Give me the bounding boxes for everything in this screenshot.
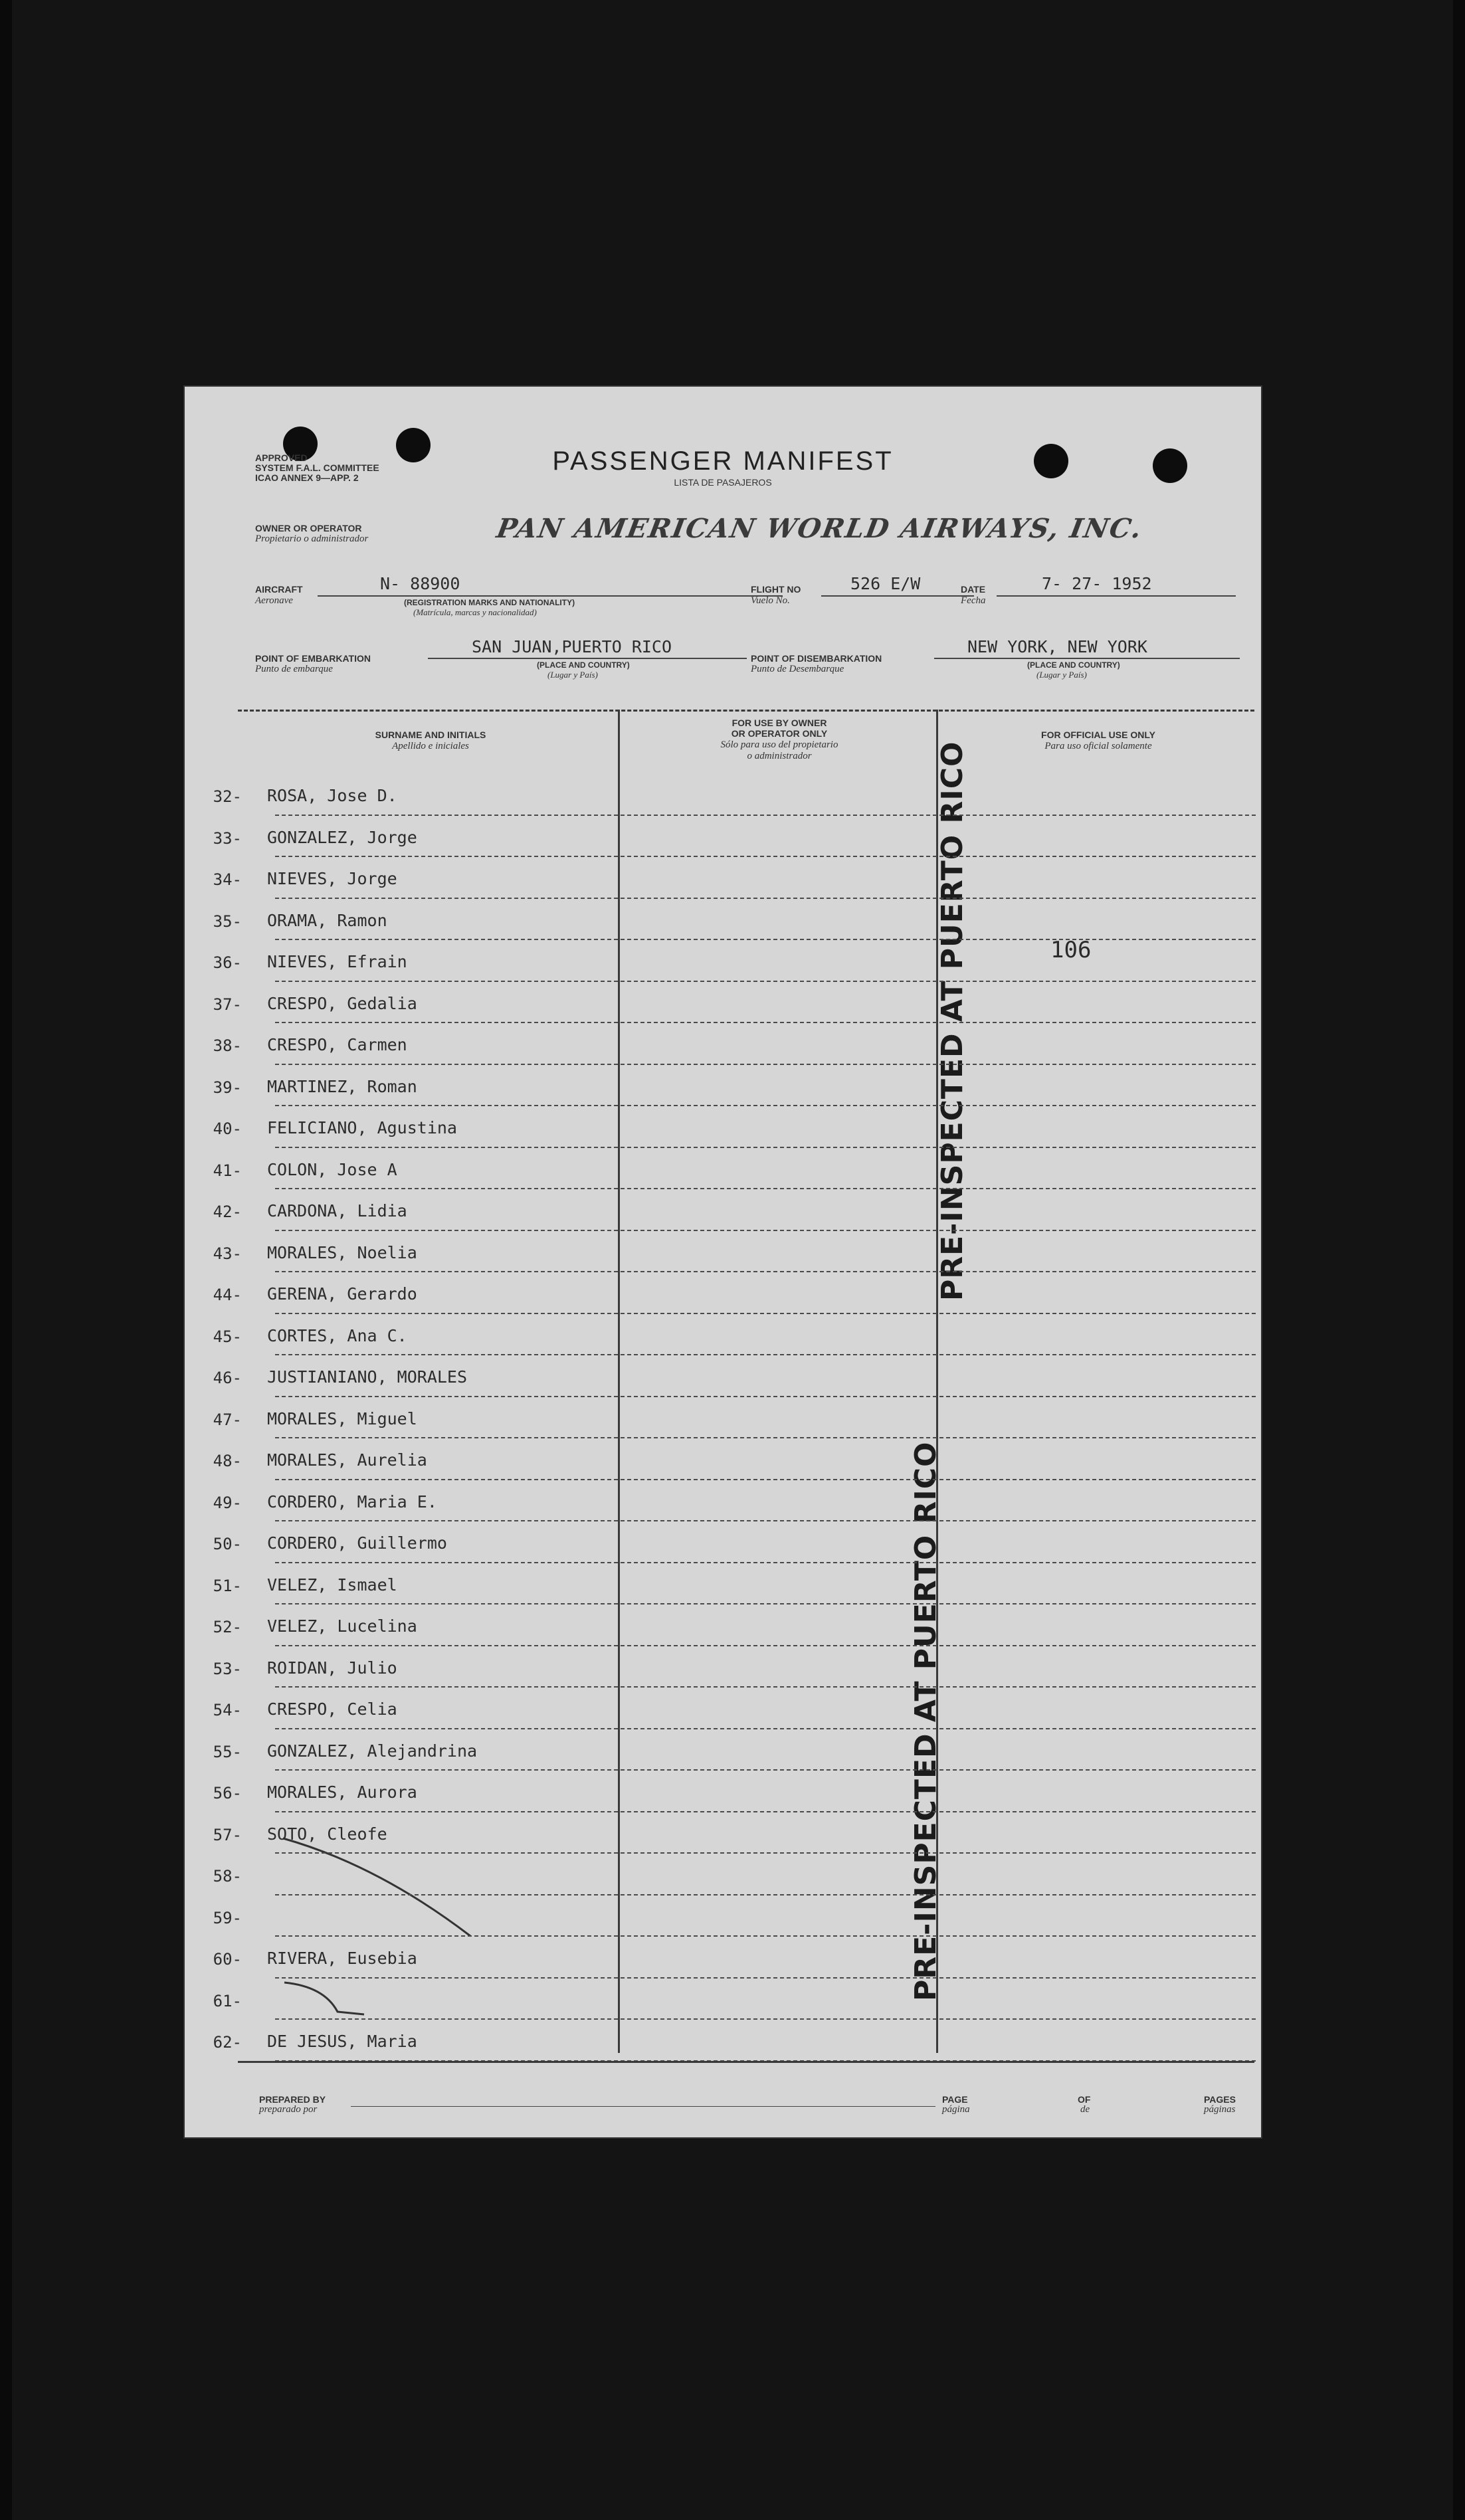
row-number: 47- — [213, 1410, 242, 1429]
passenger-name: CRESPO, Carmen — [267, 1035, 407, 1054]
row-number: 59- — [213, 1908, 242, 1927]
official-note: 106 — [1050, 937, 1092, 963]
row-divider — [275, 1188, 1256, 1189]
row-number: 56- — [213, 1784, 242, 1802]
aircraft-value: N- 88900 — [380, 574, 460, 593]
aircraft-underline — [318, 595, 783, 597]
passenger-name: RIVERA, Eusebia — [267, 1949, 417, 1968]
row-number: 32- — [213, 787, 242, 806]
row-number: 53- — [213, 1659, 242, 1678]
aircraft-label-es: Aeronave — [255, 595, 293, 606]
disembarkation-label-es: Punto de Desembarque — [751, 664, 844, 674]
row-divider — [275, 898, 1256, 899]
passenger-name: GERENA, Gerardo — [267, 1284, 417, 1304]
row-number: 33- — [213, 828, 242, 848]
row-divider — [275, 2018, 1256, 2020]
flight-label-es: Vuelo No. — [751, 595, 790, 606]
embarkation-underline — [428, 658, 747, 659]
disembarkation-note-es: (Lugar y País) — [1036, 670, 1087, 680]
row-divider — [275, 1230, 1256, 1231]
row-divider — [275, 1313, 1256, 1314]
company-name: PAN AMERICAN WORLD AIRWAYS, INC. — [494, 513, 1145, 544]
passenger-name: NIEVES, Efrain — [267, 952, 407, 971]
prepared-by-label: PREPARED BY — [259, 2094, 326, 2105]
pages-label-es: páginas — [1204, 2104, 1236, 2115]
column-divider-1 — [618, 710, 620, 2053]
passenger-name: ROSA, Jose D. — [267, 786, 397, 805]
row-divider — [275, 1769, 1256, 1771]
manifest-sheet — [185, 387, 1261, 2137]
embarkation-value: SAN JUAN,PUERTO RICO — [472, 637, 672, 656]
passenger-name: ROIDAN, Julio — [267, 1658, 397, 1678]
passenger-name: MORALES, Miguel — [267, 1408, 417, 1428]
row-divider — [275, 815, 1256, 816]
passenger-name: GONZALEZ, Alejandrina — [267, 1741, 478, 1761]
row-number: 61- — [213, 1991, 242, 2010]
row-number: 45- — [213, 1327, 242, 1346]
passenger-name: VELEZ, Lucelina — [267, 1616, 417, 1636]
row-number: 36- — [213, 953, 242, 972]
prepared-by-underline — [351, 2106, 935, 2107]
row-number: 41- — [213, 1161, 242, 1180]
disembarkation-underline — [934, 658, 1240, 659]
row-divider — [275, 1977, 1256, 1979]
row-number: 51- — [213, 1576, 242, 1595]
column-header-name: SURNAME AND INITIALS Apellido e iniciales — [375, 729, 486, 751]
passenger-name: MORALES, Aurelia — [267, 1450, 427, 1470]
passenger-name: VELEZ, Ismael — [267, 1575, 397, 1595]
embarkation-label-es: Punto de embarque — [255, 664, 333, 674]
scan-border-left — [0, 0, 12, 2520]
table-bottom-border — [238, 2061, 1254, 2063]
flight-underline — [821, 595, 974, 597]
passenger-name: COLON, Jose A — [267, 1159, 397, 1179]
row-number: 48- — [213, 1452, 242, 1470]
column-header-owner: FOR USE BY OWNER OR OPERATOR ONLY Sólo para uso del propietario o administrador — [720, 718, 838, 761]
row-number: 57- — [213, 1825, 242, 1844]
table-top-border — [238, 710, 1254, 712]
aircraft-note: (REGISTRATION MARKS AND NATIONALITY) — [404, 598, 575, 607]
row-divider — [275, 1811, 1256, 1812]
embarkation-note-es: (Lugar y País) — [547, 670, 598, 680]
row-divider — [275, 1852, 1256, 1854]
row-number: 62- — [213, 2033, 242, 2052]
pre-inspection-stamp: PRE-INSPECTED AT PUERTO RICO — [935, 741, 969, 1301]
row-number: 50- — [213, 1535, 242, 1553]
scan-border-right — [1453, 0, 1465, 2520]
row-number: 52- — [213, 1618, 242, 1636]
passenger-name: NIEVES, Jorge — [267, 869, 397, 888]
row-divider — [275, 1271, 1256, 1272]
passenger-name: CORDERO, Maria E. — [267, 1492, 437, 1511]
row-divider — [275, 1396, 1256, 1397]
page-label-es: página — [942, 2104, 970, 2115]
row-divider — [275, 1935, 1256, 1937]
row-divider — [275, 1894, 1256, 1895]
prepared-by-label-es: preparado por — [259, 2104, 318, 2115]
approval-line: APPROVED — [255, 452, 308, 463]
row-number: 38- — [213, 1036, 242, 1055]
flight-value: 526 E/W — [850, 574, 921, 593]
pages-label: PAGES — [1204, 2094, 1236, 2105]
date-underline — [997, 595, 1236, 597]
page-title: PASSENGER MANIFEST — [552, 446, 894, 476]
passenger-name: SOTO, Cleofe — [267, 1824, 387, 1844]
row-divider — [275, 1022, 1256, 1023]
row-number: 34- — [213, 870, 242, 889]
passenger-name: CORTES, Ana C. — [267, 1325, 407, 1345]
passenger-name: CARDONA, Lidia — [267, 1201, 407, 1220]
passenger-name: CRESPO, Celia — [267, 1699, 397, 1719]
owner-label-es: Propietario o administrador — [255, 533, 369, 544]
passenger-name: GONZALEZ, Jorge — [267, 827, 417, 847]
pre-inspection-stamp: PRE-INSPECTED AT PUERTO RICO — [909, 1441, 943, 2001]
of-label: OF — [1078, 2094, 1091, 2105]
row-number: 60- — [213, 1950, 242, 1969]
passenger-name: MARTINEZ, Roman — [267, 1076, 417, 1096]
row-number: 39- — [213, 1078, 242, 1097]
passenger-name: JUSTIANIANO, MORALES — [267, 1367, 468, 1387]
aircraft-label: AIRCRAFT — [255, 584, 303, 595]
strike-through-line — [284, 1983, 364, 2014]
row-divider — [275, 1520, 1256, 1521]
column-header-official: FOR OFFICIAL USE ONLY Para uso oficial solamente — [1041, 729, 1155, 751]
row-number: 40- — [213, 1119, 242, 1138]
approval-line: SYSTEM F.A.L. COMMITTEE — [255, 462, 379, 473]
row-divider — [275, 1562, 1256, 1563]
passenger-name: MORALES, Noelia — [267, 1242, 417, 1262]
row-number: 55- — [213, 1742, 242, 1761]
disembarkation-value: NEW YORK, NEW YORK — [967, 637, 1147, 656]
row-number: 49- — [213, 1493, 242, 1512]
passenger-name: MORALES, Aurora — [267, 1783, 417, 1802]
row-divider — [275, 1105, 1256, 1106]
page-label: PAGE — [942, 2094, 968, 2105]
row-divider — [275, 981, 1256, 982]
row-divider — [275, 1645, 1256, 1646]
embarkation-note: (PLACE AND COUNTRY) — [537, 660, 630, 670]
row-number: 46- — [213, 1369, 242, 1387]
passenger-name: CORDERO, Guillermo — [267, 1533, 447, 1553]
passenger-name: DE JESUS, Maria — [267, 2032, 417, 2051]
row-divider — [275, 1354, 1256, 1355]
row-divider — [275, 1686, 1256, 1688]
owner-label: OWNER OR OPERATOR — [255, 523, 362, 533]
row-divider — [275, 1728, 1256, 1729]
disembarkation-label: POINT OF DISEMBARKATION — [751, 653, 882, 664]
aircraft-note-es: (Matrícula, marcas y nacionalidad) — [413, 607, 537, 617]
page-subtitle: LISTA DE PASAJEROS — [674, 477, 772, 488]
row-number: 43- — [213, 1244, 242, 1263]
passenger-name: ORAMA, Ramon — [267, 910, 387, 930]
row-divider — [275, 1147, 1256, 1148]
row-divider — [275, 856, 1256, 857]
row-divider — [275, 1603, 1256, 1604]
row-number: 58- — [213, 1867, 242, 1886]
row-number: 42- — [213, 1203, 242, 1221]
row-divider — [275, 1437, 1256, 1438]
row-divider — [275, 939, 1256, 940]
of-label-es: de — [1080, 2104, 1090, 2115]
row-number: 44- — [213, 1286, 242, 1304]
flight-label: FLIGHT NO — [751, 584, 801, 595]
passenger-name: CRESPO, Gedalia — [267, 993, 417, 1013]
embarkation-label: POINT OF EMBARKATION — [255, 653, 371, 664]
passenger-name: FELICIANO, Agustina — [267, 1118, 457, 1137]
disembarkation-note: (PLACE AND COUNTRY) — [1027, 660, 1120, 670]
row-divider — [275, 1479, 1256, 1480]
date-label-es: Fecha — [961, 595, 986, 606]
date-label: DATE — [961, 584, 986, 595]
row-number: 37- — [213, 995, 242, 1014]
row-number: 54- — [213, 1701, 242, 1719]
approval-line: ICAO ANNEX 9—APP. 2 — [255, 472, 359, 483]
date-value: 7- 27- 1952 — [1042, 574, 1152, 593]
row-number: 35- — [213, 912, 242, 931]
row-divider — [275, 1064, 1256, 1065]
